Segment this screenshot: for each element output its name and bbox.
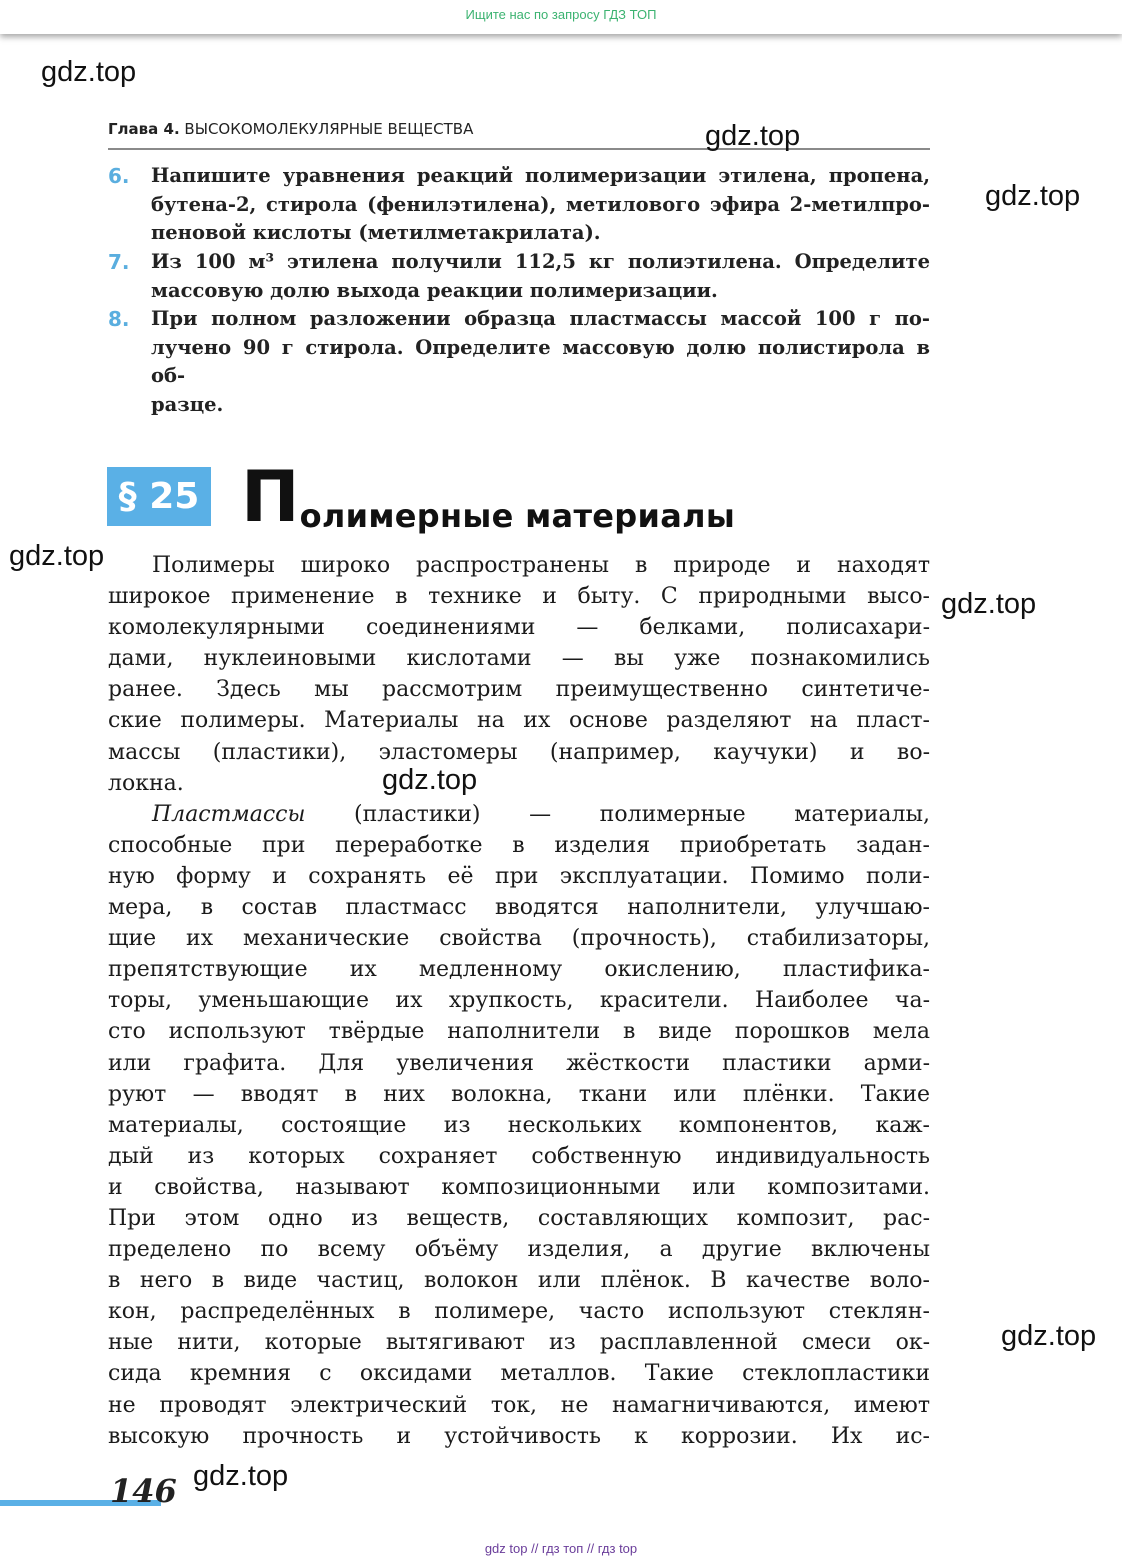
task-7 [108, 248, 930, 305]
text-line: ранее. Здесь мы рассмотрим преимущественно синтетиче- [108, 677, 930, 703]
task-line: Из 100 м³ этилена получили 112,5 кг полиэтилена. Определите [151, 250, 930, 273]
text-line: дый из которых сохраняет собственную индивидуальность [108, 1143, 930, 1169]
text-line: щие их механические свойства (прочность), стабилизаторы, [108, 926, 930, 952]
text-line: массы (пластики), эластомеры (например, каучуки) и во- [108, 739, 930, 765]
text-line: материалы, состоящие из нескольких компонентов, каж- [108, 1112, 930, 1138]
text-line: ную форму и сохранять её при эксплуатации. Помимо поли- [108, 863, 930, 889]
task-line: При полном разложении образца пластмассы массой 100 г по- [151, 307, 930, 330]
text-fragment: (пластики) — полимерные материалы, [354, 801, 930, 827]
section-number-badge: § 25 [107, 467, 211, 526]
task-line: бутена-2, стирола (фенилэтилена), метилового эфира 2-метилпро- [151, 192, 930, 216]
page-number: 146 [110, 1472, 177, 1510]
section-title-initial: П [241, 456, 300, 538]
task-line: разце. [151, 392, 224, 416]
term-plastics: Пластмассы [152, 801, 306, 827]
task-line: пеновой кислоты (метилметакрилата). [151, 221, 601, 245]
chapter-header [108, 120, 930, 150]
text-line: пределено по всему объёму изделия, а другие включены [108, 1237, 930, 1263]
section-title [241, 456, 736, 538]
section-body [108, 550, 930, 1452]
text-line: или графита. Для увеличения жёсткости пластики арми- [108, 1050, 930, 1076]
footer-links[interactable]: gdz top // гдз топ // гдз top [484, 1541, 638, 1556]
task-number: 6. [108, 164, 130, 188]
text-line: комолекулярными соединениями — белками, полисахари- [108, 615, 930, 641]
watermark: gdz.top [193, 1460, 289, 1492]
task-line: лучено 90 г стирола. Определите массовую долю полистирола в об- [151, 335, 930, 388]
watermark: gdz.top [705, 120, 801, 152]
top-banner [0, 0, 1122, 34]
task-number: 8. [108, 307, 130, 331]
text-line: ские полимеры. Материалы на их основе разделяют на пласт- [108, 708, 930, 734]
chapter-label: Глава 4. [108, 120, 180, 138]
text-line: способные при переработке в изделия приобретать задан- [108, 832, 930, 858]
text-line: широкое применение в технике и быту. С природными высо- [108, 584, 930, 610]
text-line: руют — вводят в них волокна, ткани или плёнки. Такие [108, 1081, 930, 1107]
watermark: gdz.top [9, 540, 105, 572]
watermark: gdz.top [41, 56, 137, 88]
watermark: gdz.top [382, 764, 478, 796]
text-line-term [108, 799, 930, 830]
text-line: сида кремния с оксидами металлов. Такие стеклопластики [108, 1361, 930, 1387]
text-line: препятствующие их медленному окислению, пластифика- [108, 957, 930, 983]
task-line: массовую долю выхода реакции полимеризации. [151, 278, 718, 302]
watermark: gdz.top [1001, 1320, 1097, 1352]
watermark: gdz.top [985, 180, 1081, 212]
text-line: и свойства, называют композиционными или композитами. [108, 1174, 930, 1200]
text-line: ные нити, которые вытягивают из расплавленной смеси ок- [108, 1330, 930, 1356]
task-number: 7. [108, 250, 130, 274]
task-line: Напишите уравнения реакций полимеризации этилена, пропена, [151, 164, 930, 187]
text-line: высокую прочность и устойчивость к коррозии. Их ис- [108, 1423, 930, 1449]
text-line: в него в виде частиц, волокон или плёнок. В качестве воло- [108, 1268, 930, 1294]
text-line: локна. [108, 770, 184, 796]
text-line: дами, нуклеиновыми кислотами — вы уже познакомились [108, 646, 930, 672]
chapter-title: ВЫСОКОМОЛЕКУЛЯРНЫЕ ВЕЩЕСТВА [184, 120, 474, 138]
text-line: При этом одно из веществ, составляющих композит, рас- [108, 1205, 930, 1231]
top-banner-link[interactable]: Ищите нас по запросу ГДЗ ТОП [465, 7, 657, 22]
section-title-rest: олимерные материалы [299, 497, 736, 535]
task-8 [108, 305, 930, 419]
text-line: кон, распределённых в полимере, часто используют стеклян- [108, 1299, 930, 1325]
text-line: Полимеры широко распространены в природе и находят [152, 553, 930, 578]
text-line: мера, в состав пластмасс вводятся наполнители, улучшаю- [108, 895, 930, 921]
text-line: не проводят электрический ток, не намагничиваются, имеют [108, 1392, 930, 1418]
watermark: gdz.top [941, 588, 1037, 620]
text-line: сто используют твёрдые наполнители в виде порошков мела [108, 1019, 930, 1045]
text-line: торы, уменьшающие их хрупкость, красители. Наиболее ча- [108, 988, 930, 1014]
task-6 [108, 162, 930, 248]
